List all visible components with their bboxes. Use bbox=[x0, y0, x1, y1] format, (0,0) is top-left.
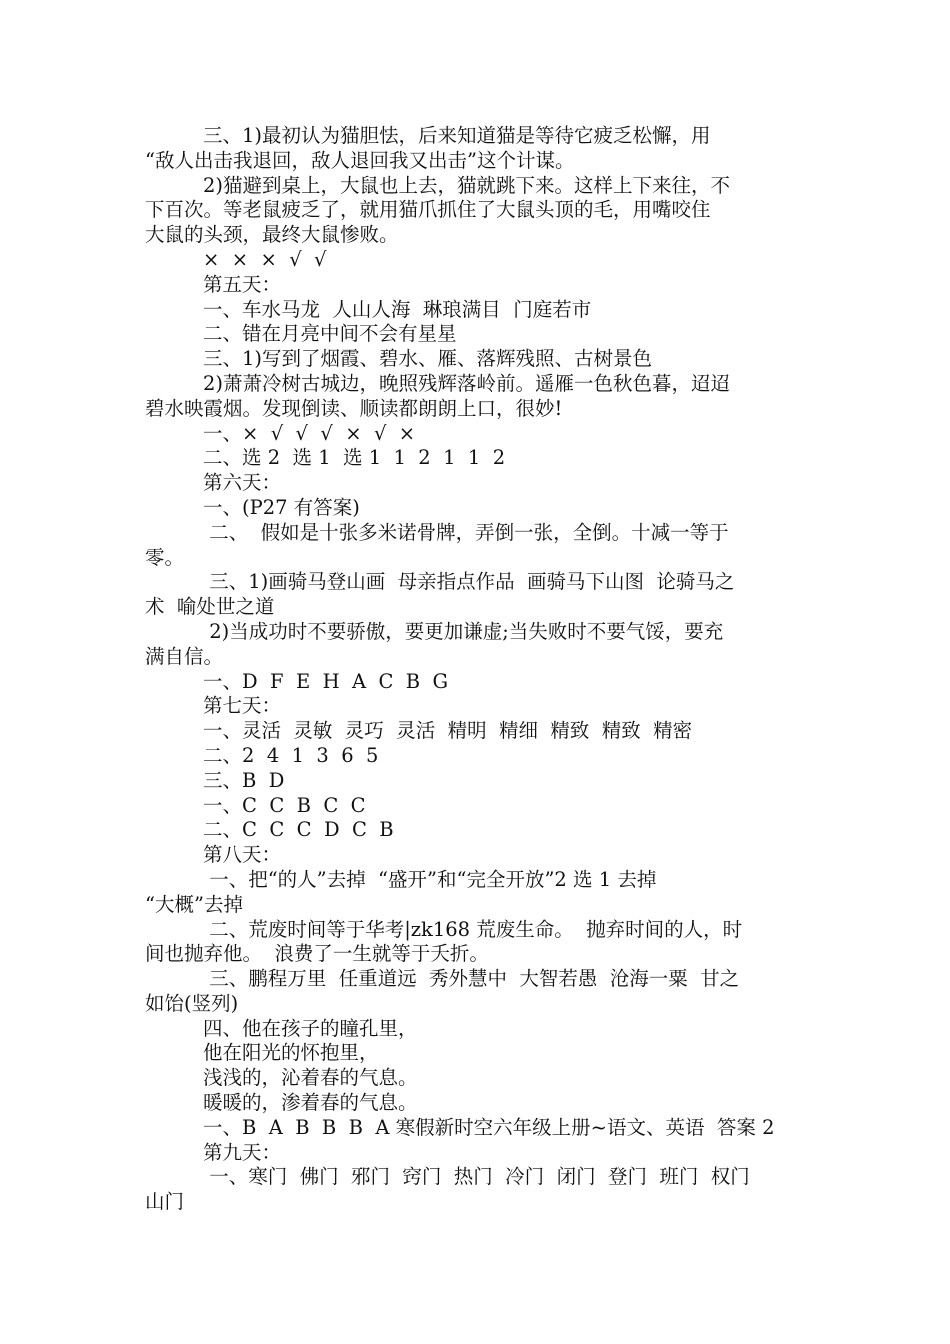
text-line: 2)当成功时不要骄傲，要更加谦虚;当失败时不要气馁，要充 bbox=[203, 619, 724, 643]
text-line: “敌人出击我退回，敌人退回我又出击”这个计谋。 bbox=[145, 148, 575, 172]
text-line: 术 喻处世之道 bbox=[145, 595, 275, 619]
text-line: 他在阳光的怀抱里， bbox=[203, 1041, 379, 1065]
text-line: 满自信。 bbox=[145, 644, 224, 668]
text-line: × × × √ √ bbox=[203, 247, 327, 271]
text-line: 二、错在月亮中间不会有星星 bbox=[203, 322, 457, 346]
text-line: 2)萧萧冷树古城边，晚照残辉落岭前。遥雁一色秋色暮，迢迢 bbox=[203, 371, 731, 395]
text-line: 一、(P27 有答案) bbox=[203, 495, 360, 519]
text-line: 2)猫避到桌上，大鼠也上去，猫就跳下来。这样上下来往，不 bbox=[203, 173, 731, 197]
text-line: 二、2 4 1 3 6 5 bbox=[203, 743, 379, 767]
text-line: 下百次。等老鼠疲乏了，就用猫爪抓住了大鼠头顶的毛，用嘴咬住 bbox=[145, 198, 711, 222]
text-line: 一、C C B C C bbox=[203, 793, 366, 817]
text-line: 一、车水马龙 人山人海 琳琅满目 门庭若市 bbox=[203, 297, 592, 321]
text-line: 三、鹏程万里 任重道远 秀外慧中 大智若愚 沧海一粟 甘之 bbox=[203, 967, 740, 991]
text-line: 零。 bbox=[145, 545, 185, 569]
text-line: 三、1)写到了烟霞、碧水、雁、落辉残照、古树景色 bbox=[203, 347, 653, 371]
text-line: 第七天： bbox=[203, 694, 282, 718]
text-line: 间也抛弃他。 浪费了一生就等于夭折。 bbox=[145, 942, 489, 966]
text-line: 四、他在孩子的瞳孔里， bbox=[203, 1016, 418, 1040]
text-line: 第五天： bbox=[203, 272, 282, 296]
text-line: 暖暖的，渗着春的气息。 bbox=[203, 1091, 418, 1115]
text-line: 如饴(竖列) bbox=[145, 991, 239, 1015]
text-line: 一、寒门 佛门 邪门 窍门 热门 冷门 闭门 登门 班门 权门 bbox=[203, 1165, 750, 1189]
text-line: 碧水映霞烟。发现倒读、顺读都朗朗上口，很妙! bbox=[145, 396, 563, 420]
text-line: 二、选 2 选 1 选 1 1 2 1 1 2 bbox=[203, 446, 506, 470]
text-line: 三、1)画骑马登山画 母亲指点作品 画骑马下山图 论骑马之 bbox=[203, 570, 735, 594]
text-line: 第八天： bbox=[203, 843, 282, 867]
text-line: 一、把“的人”去掉 “盛开”和“完全开放”2 选 1 去掉 bbox=[203, 867, 657, 891]
text-line: 二、 假如是十张多米诺骨牌，弄倒一张，全倒。十减一等于 bbox=[203, 520, 729, 544]
text-line: 浅浅的，沁着春的气息。 bbox=[203, 1066, 418, 1090]
text-line: 第六天： bbox=[203, 471, 282, 495]
text-line: 一、× √ √ √ × √ × bbox=[203, 421, 416, 445]
document-body bbox=[145, 124, 810, 1215]
text-line: 三、B D bbox=[203, 768, 285, 792]
text-line: 山门 bbox=[145, 1190, 185, 1214]
text-line: “大概”去掉 bbox=[145, 892, 243, 916]
text-line: 二、C C C D C B bbox=[203, 818, 394, 842]
text-line: 第九天： bbox=[203, 1140, 282, 1164]
text-line: 一、B A B B B A 寒假新时空六年级上册~语文、英语 答案 2 bbox=[203, 1115, 775, 1139]
text-line: 一、灵活 灵敏 灵巧 灵活 精明 精细 精致 精致 精密 bbox=[203, 719, 693, 743]
text-line: 三、1)最初认为猫胆怯，后来知道猫是等待它疲乏松懈，用 bbox=[203, 124, 711, 147]
text-line: 一、D F E H A C B G bbox=[203, 669, 449, 693]
text-line: 二、荒废时间等于华考|zk168 荒废生命。 抛弃时间的人，时 bbox=[203, 917, 743, 941]
text-line: 大鼠的头颈，最终大鼠惨败。 bbox=[145, 223, 399, 247]
